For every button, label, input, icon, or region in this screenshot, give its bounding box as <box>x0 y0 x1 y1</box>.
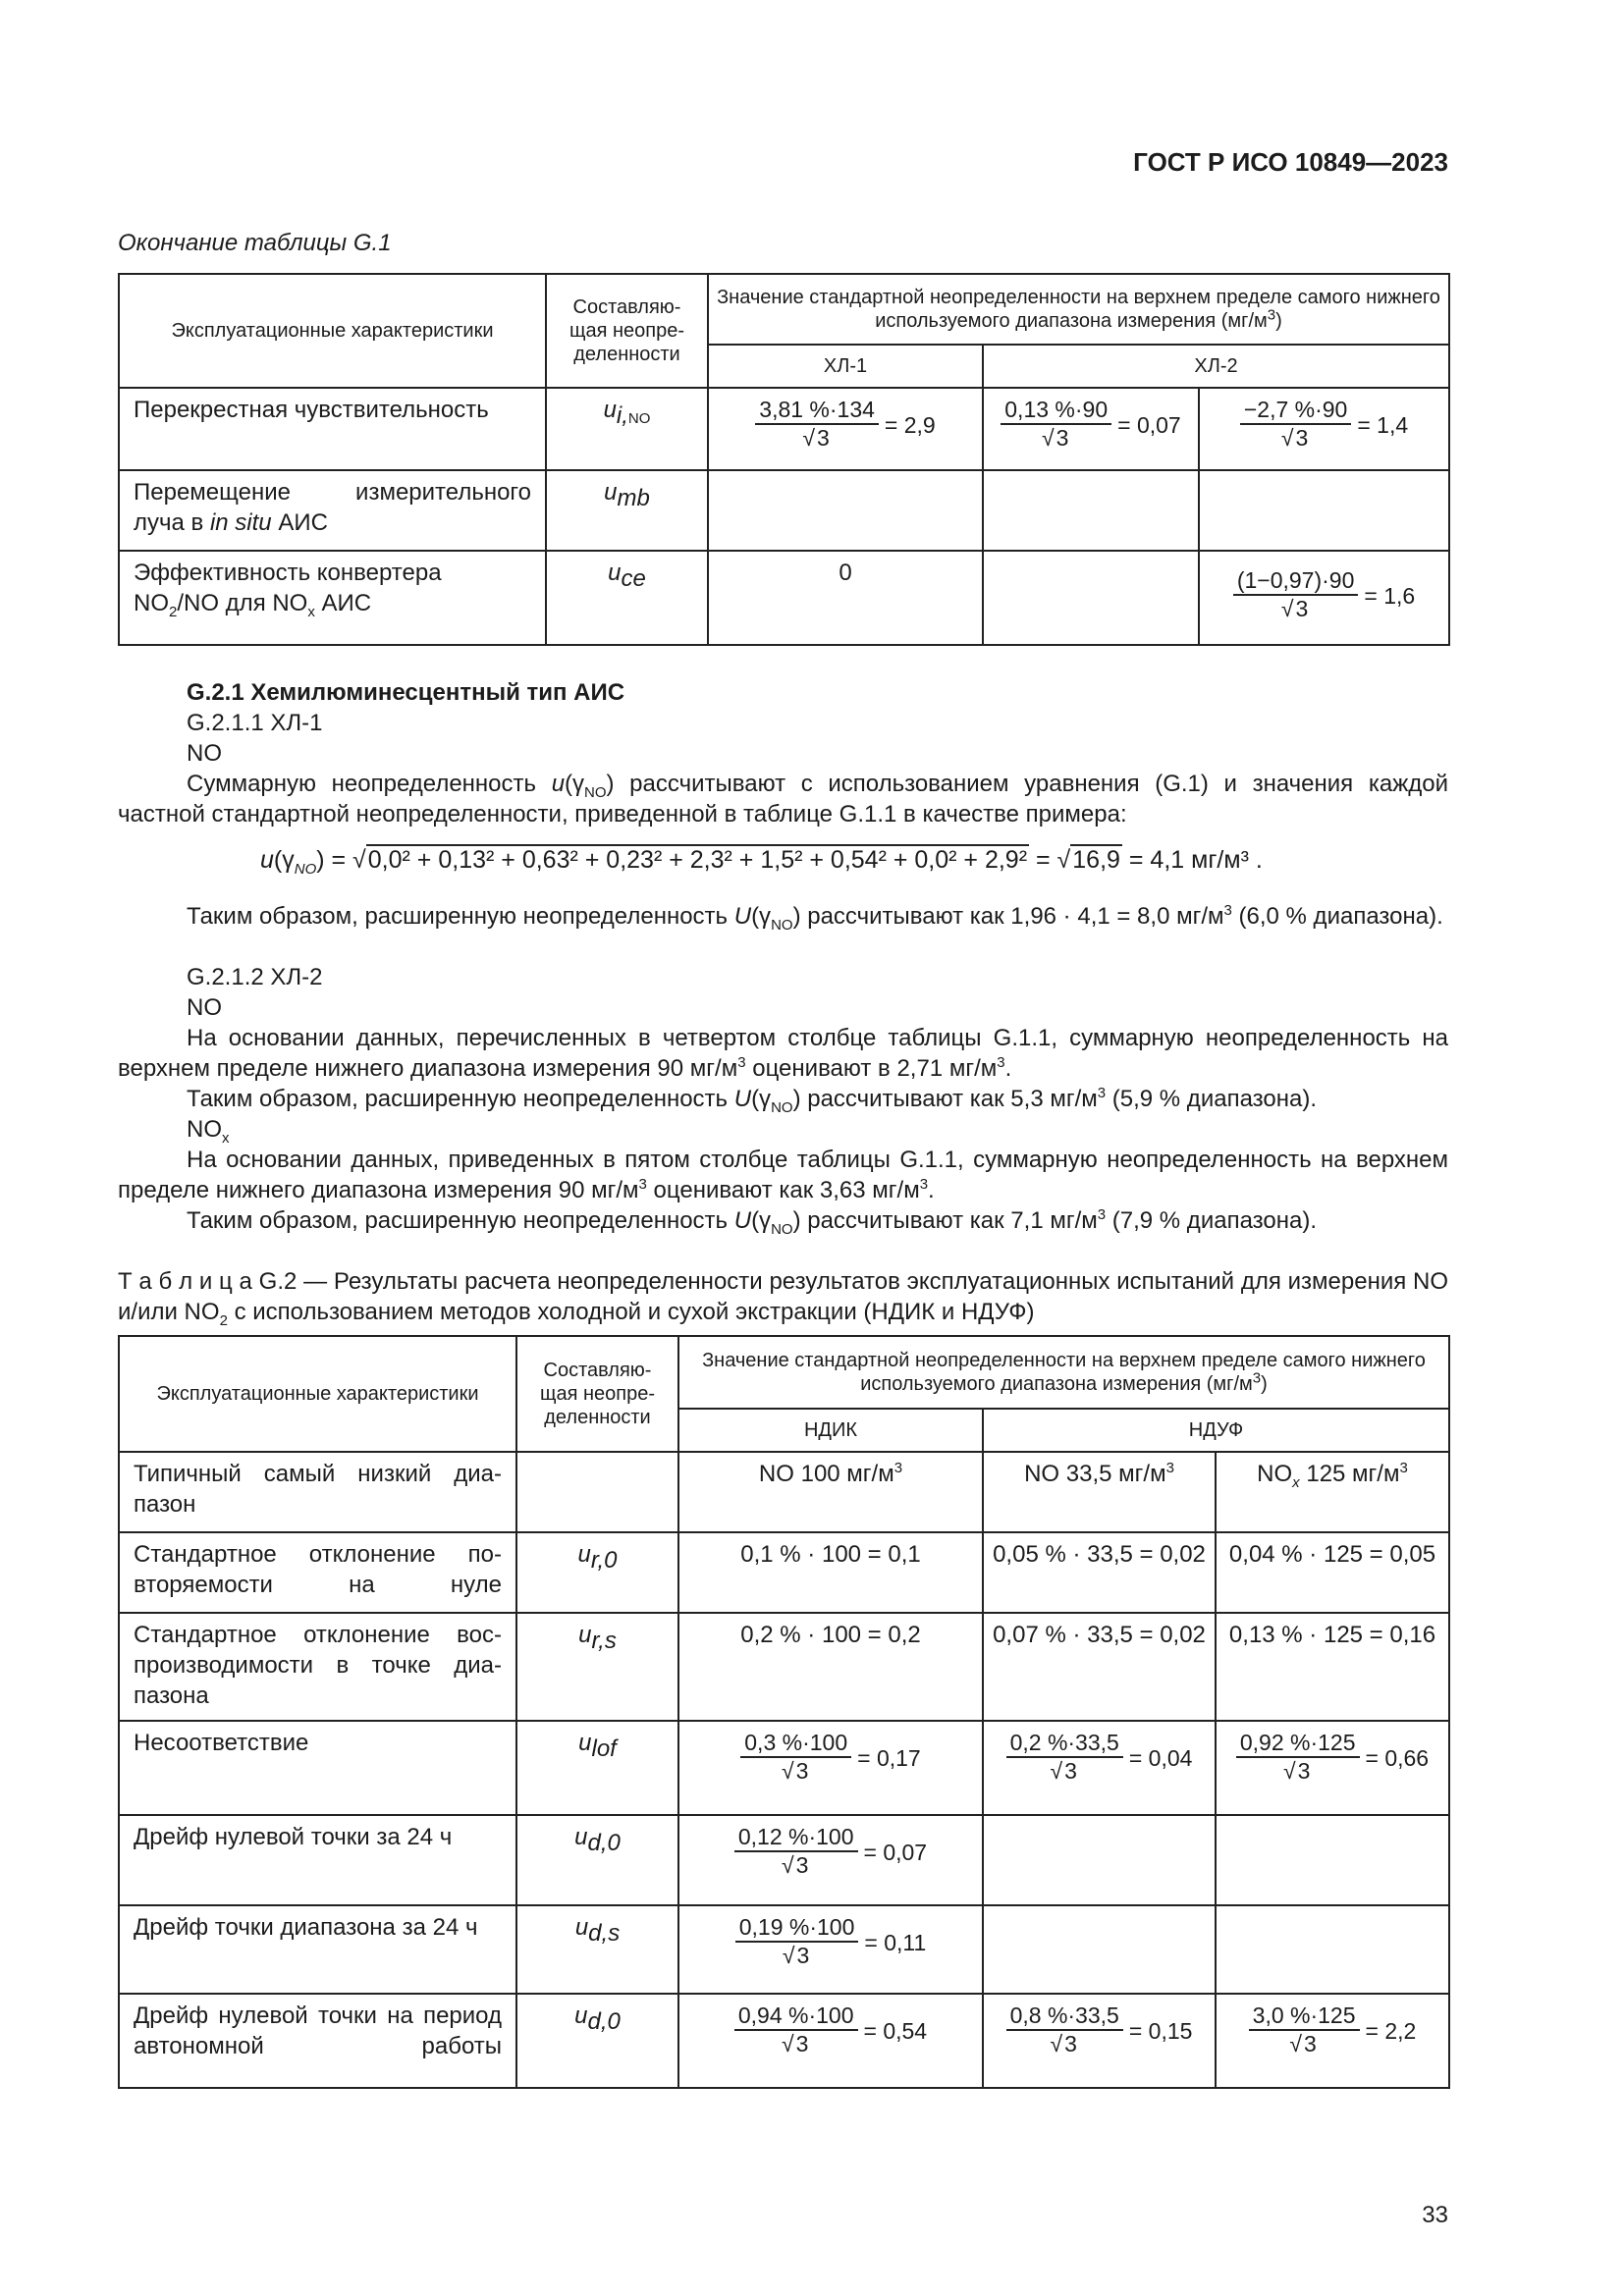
t1-r2-xl2-a <box>983 470 1199 551</box>
paragraph-expanded-1: Таким образом, расширенную неопределенность $U(\gamma_{NO})$ рассчитывают как 1,96 · 4,1 = 8,0 $мг/м^3$ (6,0 % диапазона). <box>187 902 1443 934</box>
table-row <box>119 551 1449 645</box>
t2-header-value: Значение стандартной неопределенности на верхнем пределе самого нижнего используемого диапазона измерения $(мг/м^3)$ <box>678 1336 1449 1409</box>
label-no-1: NO <box>187 740 222 767</box>
t1-r3-name: Эффективность конвертера $NO_2/NO$ для $NO_x$ АИС <box>119 551 546 645</box>
t1-r2-xl1 <box>708 470 983 551</box>
t1-r3-xl2-a <box>983 551 1199 645</box>
t2-r3-nduf-a: 0,07 % · 33,5 = 0,02 <box>983 1613 1216 1721</box>
t2-header-component: Составляю-щая неопре-деленности <box>516 1336 678 1452</box>
t1-r3-symbol: $u_{ce}$ <box>546 551 708 645</box>
t2-r2-nduf-b: 0,04 % · 125 = 0,05 <box>1216 1532 1449 1613</box>
t2-r5-ndik: $\frac{0,12 \%\cdot 100}{√3}$ = 0,07 <box>678 1815 983 1905</box>
paragraph-expanded-3: Таким образом, расширенную неопределенность $U(\gamma_{NO})$ рассчитывают как 7,1 $мг/м^3$ (7,9 % диапазона). <box>187 1206 1317 1238</box>
t2-r6-nduf-a <box>983 1905 1216 1994</box>
t2-r1-nduf-a: NO 33,5 $мг/м^3$ <box>983 1452 1216 1532</box>
t1-r1-xl2-b: $\frac{-2,7 \%\cdot 90}{√3}$ = 1,4 <box>1199 388 1449 470</box>
table1-caption: Окончание таблицы G.1 <box>118 230 392 256</box>
paragraph-xl2-nox: На основании данных, приведенных в пятом столбце таблицы G.1.1, суммарную неопределенность на верхнем пределе нижнего диапазона измерения 90 $мг/м^3$ оценивают как 3,63 $мг/м^3$. <box>118 1147 1448 1203</box>
t1-r2-xl2-b <box>1199 470 1449 551</box>
t1-r1-xl2-a: $\frac{0,13 \%\cdot 90}{√3}$ = 0,07 <box>983 388 1199 470</box>
paragraph-expanded-2: Таким образом, расширенную неопределенность $U(\gamma_{NO})$ рассчитывают как 5,3 $мг/м^3$ (5,9 % диапазона). <box>187 1085 1317 1116</box>
label-nox: $NO_x$ <box>187 1116 230 1147</box>
label-no-2: NO <box>187 994 222 1021</box>
t2-r7-nduf-a: $\frac{0,8 \%\cdot 33,5}{√3}$ = 0,15 <box>983 1994 1216 2088</box>
page-number: 33 <box>1422 2202 1448 2228</box>
t2-r7-name: Дрейф нулевой точки на период автономной работы <box>119 1994 516 2088</box>
t2-r7-ndik: $\frac{0,94 \%\cdot 100}{√3}$ = 0,54 <box>678 1994 983 2088</box>
t2-header-ndik: НДИК <box>678 1409 983 1452</box>
table-row <box>119 1905 1449 1994</box>
t2-r2-nduf-a: 0,05 % · 33,5 = 0,02 <box>983 1532 1216 1613</box>
t2-r3-nduf-b: 0,13 % · 125 = 0,16 <box>1216 1613 1449 1721</box>
table-row <box>119 1994 1449 2088</box>
t2-r4-nduf-a: $\frac{0,2 \%\cdot 33,5}{√3}$ = 0,04 <box>983 1721 1216 1815</box>
t2-r7-nduf-b: $\frac{3,0 \%\cdot 125}{√3}$ = 2,2 <box>1216 1994 1449 2088</box>
t2-r1-nduf-b: $NO_x$ 125 $мг/м^3$ <box>1216 1452 1449 1532</box>
t1-header-characteristics: Эксплуатационные характеристики <box>119 274 546 388</box>
paragraph-combined-uncertainty: Суммарную неопределенность $u(\gamma_{NO})$ рассчитывают с использованием уравнения (G.1) и значения каждой частной стандартной неопределенности, приведенной в таблице G.1.1 в качестве примера: <box>118 771 1449 828</box>
t2-r2-symbol: $u_{r,0}$ <box>516 1532 678 1613</box>
paragraph-xl2-no: На основании данных, перечисленных в четвертом столбце таблицы G.1.1, суммарную неопределенность на верхнем пределе нижнего диапазона измерения 90 $мг/м^3$ оценивают в 2,71 $мг/м^3$. <box>118 1025 1448 1082</box>
t2-r1-symbol <box>516 1452 678 1532</box>
table-row <box>119 1532 1449 1613</box>
subsection-g211: G.2.1.1 ХЛ-1 <box>187 710 323 736</box>
table-row <box>119 1815 1449 1905</box>
t2-r7-symbol: $u_{d,0}$ <box>516 1994 678 2088</box>
t1-r1-symbol: $u_{i,NO}$ <box>546 388 708 470</box>
table2-caption: Т а б л и ц а G.2 — Результаты расчета неопределенности результатов эксплуатационных испытаний для измерения NO и/или $NO_2$ с использованием методов холодной и сухой экстракции (НДИК и НДУФ) <box>118 1268 1448 1329</box>
t1-header-value: Значение стандартной неопределенности на верхнем пределе самого нижнего используемого диапазона измерения $(мг/м^3)$ <box>708 274 1449 345</box>
table-g1-end <box>118 273 1450 646</box>
t2-r4-ndik: $\frac{0,3 \%\cdot 100}{√3}$ = 0,17 <box>678 1721 983 1815</box>
t2-r2-ndik: 0,1 % · 100 = 0,1 <box>678 1532 983 1613</box>
t1-header-xl2: ХЛ-2 <box>983 345 1449 388</box>
t2-r5-nduf-a <box>983 1815 1216 1905</box>
table-row <box>119 470 1449 551</box>
table-row <box>119 1721 1449 1815</box>
t1-r1-xl1: $\frac{3,81 \%\cdot 134}{√3}$ = 2,9 <box>708 388 983 470</box>
t2-r5-nduf-b <box>1216 1815 1449 1905</box>
subsection-g212: G.2.1.2 ХЛ-2 <box>187 964 323 990</box>
t1-r3-xl1: 0 <box>708 551 983 645</box>
t1-r3-xl2-b: $\frac{(1-0,97)\cdot 90}{√3}$ = 1,6 <box>1199 551 1449 645</box>
t1-header-xl1: ХЛ-1 <box>708 345 983 388</box>
t2-r3-ndik: 0,2 % · 100 = 0,2 <box>678 1613 983 1721</box>
t2-r3-name: Стандартное отклонение воспроизводимости в точке диапазона <box>119 1613 516 1721</box>
table-g2 <box>118 1335 1450 2089</box>
t2-r4-symbol: $u_{lof}$ <box>516 1721 678 1815</box>
t2-header-characteristics: Эксплуатационные характеристики <box>119 1336 516 1452</box>
t2-r4-nduf-b: $\frac{0,92 \%\cdot 125}{√3}$ = 0,66 <box>1216 1721 1449 1815</box>
t2-r6-symbol: $u_{d,s}$ <box>516 1905 678 1994</box>
t2-r6-nduf-b <box>1216 1905 1449 1994</box>
t2-r5-symbol: $u_{d,0}$ <box>516 1815 678 1905</box>
t2-r5-name: Дрейф нулевой точки за 24 ч <box>119 1815 516 1905</box>
t2-r1-ndik: NO 100 $мг/м^3$ <box>678 1452 983 1532</box>
t1-r2-name: Перемещение измерительного луча в in situ АИС <box>119 470 546 551</box>
t2-header-nduf: НДУФ <box>983 1409 1449 1452</box>
t2-r6-name: Дрейф точки диапазона за 24 ч <box>119 1905 516 1994</box>
t1-r2-symbol: $u_{mb}$ <box>546 470 708 551</box>
t2-r4-name: Несоответствие <box>119 1721 516 1815</box>
t2-r2-name: Стандартное отклонение повторяемости на нуле <box>119 1532 516 1613</box>
document-header: ГОСТ Р ИСО 10849—2023 <box>1133 147 1448 177</box>
section-title-g21: G.2.1 Хемилюминесцентный тип АИС <box>187 679 625 706</box>
t2-r3-symbol: $u_{r,s}$ <box>516 1613 678 1721</box>
t2-r6-ndik: $\frac{0,19 \%\cdot 100}{√3}$ = 0,11 <box>678 1905 983 1994</box>
table-row <box>119 388 1449 470</box>
table-row <box>119 1452 1449 1532</box>
table-row <box>119 1613 1449 1721</box>
t1-header-component: Составляю-щая неопре-деленности <box>546 274 708 388</box>
formula-u-gamma-no: $u(\gamma_{NO}) = √0,0^2 + 0,13^2 + 0,63^2 + 0,23^2 + 2,3^2 + 1,5^2 + 0,54^2 + 0,0^2 + 2,9^2 = √16,9 = 4,1$ мг/м³ . <box>260 846 1263 878</box>
t2-r1-name: Типичный самый низкий диапазон <box>119 1452 516 1532</box>
t1-r1-name: Перекрестная чувствительность <box>119 388 546 470</box>
